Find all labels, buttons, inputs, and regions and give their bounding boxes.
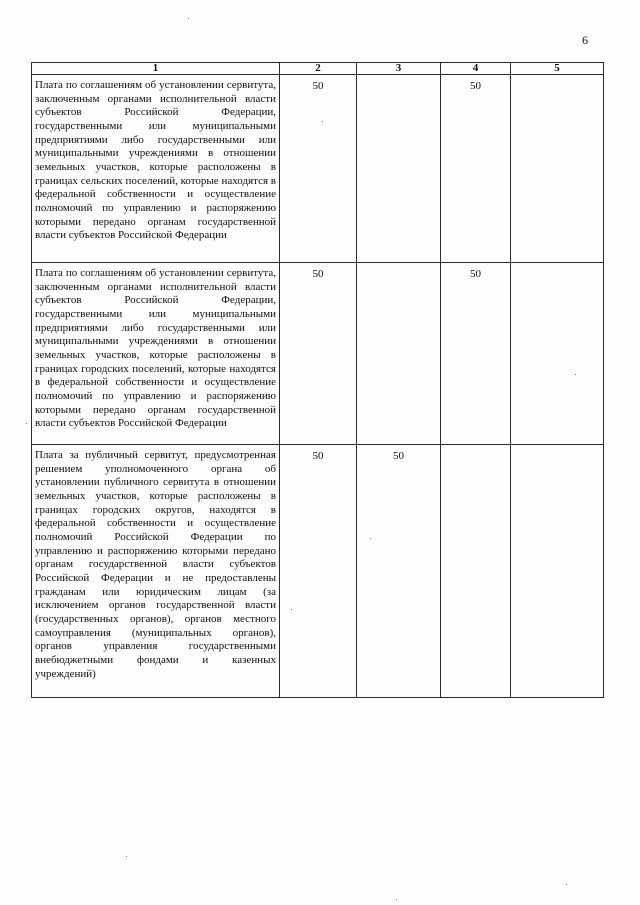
table-cell: [441, 263, 511, 445]
table-cell: [441, 75, 511, 263]
column-header: 1: [32, 63, 280, 75]
scan-speck: [322, 121, 323, 122]
column-header: 5: [511, 63, 604, 75]
row-description-cell: [32, 445, 280, 698]
column-header: 3: [357, 63, 441, 75]
table-cell: [280, 445, 357, 698]
cell-value: [511, 263, 603, 268]
scan-speck: [566, 884, 567, 885]
table-row: [32, 263, 604, 445]
scan-speck: [126, 856, 127, 857]
table-cell: [280, 75, 357, 263]
scan-speck: [291, 609, 292, 610]
table-cell: [511, 263, 604, 445]
revenue-distribution-table: [31, 62, 604, 698]
table-cell: [280, 263, 357, 445]
cell-value: 50: [393, 450, 404, 462]
table-header-row: [32, 63, 604, 75]
cell-value: 50: [312, 268, 324, 280]
scan-speck: [396, 899, 397, 900]
table-row: [32, 445, 604, 698]
scan-speck: [370, 538, 371, 539]
scan-speck: [26, 423, 27, 424]
table-cell: [511, 75, 604, 263]
cell-value: [441, 445, 510, 450]
cell-value: [511, 75, 603, 80]
cell-value: 50: [312, 450, 324, 462]
table-cell: [511, 445, 604, 698]
page-number: 6: [582, 33, 588, 47]
row-description: Плата за публичный сервитут, предусмотренная решением уполномоченного органа об установлении публичного сервитута в отношении земельных участков, которые расположены в границах городских округов, находятся в федеральной собственности и осуществление полномочий Российской Федерации по управлению и распоряжению которыми передано органам государственной власти субъектов Российской Федерации и не предоставлены гражданам или юридическим лицам (за исключением органов государственной власти (государственных органов), органов местного самоуправления (муниципальных органов), органов управления государственными внебюджетными фондами и казенных учреждений): [35, 449, 276, 680]
column-header: 2: [280, 63, 357, 75]
cell-value: 50: [312, 80, 324, 92]
row-description: Плата по соглашениям об установлении сервитута, заключенным органами исполнительной власти субъектов Российской Федерации, государственными или муниципальными предприятиями либо государственными или муниципальными учреждениями в отношении земельных участков, которые расположены в границах сельских поселений, которые находятся в федеральной собственности и осуществление полномочий по управлению и распоряжению которыми передано органам государственной власти субъектов Российской Федерации: [35, 79, 276, 242]
cell-value: [511, 445, 603, 450]
table-cell: [357, 75, 441, 263]
table-cell: [441, 445, 511, 698]
row-description-cell: [32, 263, 280, 445]
table-row: [32, 75, 604, 263]
cell-value: 50: [470, 80, 481, 92]
table-cell: [357, 445, 441, 698]
cell-value: [357, 75, 440, 80]
cell-value: [357, 263, 440, 268]
row-description: Плата по соглашениям об установлении сервитута, заключенным органами исполнительной власти субъектов Российской Федерации, государственными или муниципальными предприятиями либо государственными или муниципальными учреждениями в отношении земельных участков, которые расположены в границах городских поселений, которые находятся в федеральной собственности и осуществление полномочий по управлению и распоряжению которыми передано органам государственной власти субъектов Российской Федерации: [35, 267, 276, 430]
cell-value: 50: [470, 268, 481, 280]
column-header: 4: [441, 63, 511, 75]
table-cell: [357, 263, 441, 445]
row-description-cell: [32, 75, 280, 263]
scan-speck: [188, 18, 189, 19]
scan-speck: [575, 374, 576, 375]
